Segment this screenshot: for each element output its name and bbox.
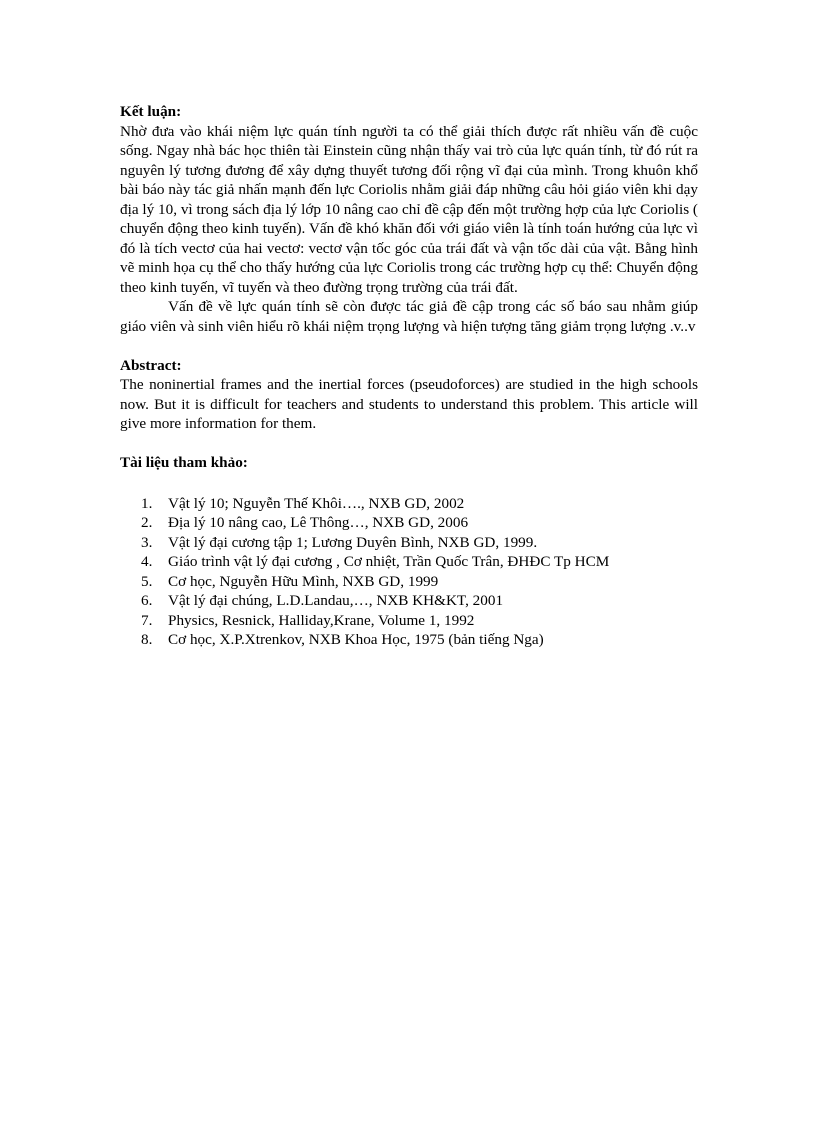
reference-item xyxy=(120,533,698,553)
reference-text: Physics, Resnick, Halliday,Krane, Volume 1, 1992 xyxy=(168,611,475,629)
abstract-text: The noninertial frames and the inertial forces (pseudoforces) are studied in the high schools now. But it is difficult for teachers and students to understand this problem. This article will give more information for them. xyxy=(120,376,698,432)
reference-item xyxy=(120,494,698,514)
reference-item xyxy=(120,552,698,572)
reference-text: Giáo trình vật lý đại cương , Cơ nhiệt, Trần Quốc Trân, ĐHĐC Tp HCM xyxy=(168,553,610,570)
conclusion-paragraph-2: Vấn đề về lực quán tính sẽ còn được tác giả đề cập trong các số báo sau nhằm giúp giáo viên và sinh viên hiểu rõ khái niệm trọng lượng và hiện tượng tăng giảm trọng lượng .v..v xyxy=(120,298,698,335)
reference-number: 2. xyxy=(141,514,153,531)
reference-text: Vật lý 10; Nguyễn Thế Khôi…., NXB GD, 2002 xyxy=(168,494,465,512)
references-list xyxy=(120,494,698,650)
reference-text: Cơ học, Nguyễn Hữu Mình, NXB GD, 1999 xyxy=(168,572,439,590)
document-page xyxy=(120,102,698,650)
abstract-heading: Abstract: xyxy=(120,356,182,374)
reference-number: 7. xyxy=(141,611,153,629)
reference-number: 6. xyxy=(141,592,153,609)
reference-text: Vật lý đại chúng, L.D.Landau,…, NXB KH&KT, 2001 xyxy=(168,592,504,609)
reference-item xyxy=(120,630,698,650)
conclusion-heading: Kết luận: xyxy=(120,103,182,120)
reference-text: Vật lý đại cương tập 1; Lương Duyên Bình, NXB GD, 1999. xyxy=(168,533,538,551)
conclusion-paragraph-1: Nhờ đưa vào khái niệm lực quán tính người ta có thể giải thích được rất nhiều vấn đề cuộc sống. Ngay nhà bác học thiên tài Einstein cũng nhận thấy vai trò của lực quán tính, từ đó rút ra nguyên lý tương đương để xây dựng thuyết tương đối rộng vĩ đại của mình. Trong khuôn khổ bài báo này tác giả nhấn mạnh đến lực Coriolis nhằm giải đáp những câu hỏi giáo viên khi dạy địa lý 10, vì trong sách địa lý lớp 10 nâng cao chỉ đề cập đến một trường hợp của lực Coriolis ( chuyển động theo kinh tuyến). Vấn đề khó khăn đối với giáo viên là tính toán hướng của lực vì đó là tích vectơ của hai vectơ: vectơ vận tốc góc của trái đất và vận tốc dài của vật. Bằng hình vẽ minh họa cụ thể cho thấy hướng của lực Coriolis trong các trường hợp cụ thể: Chuyển động theo kinh tuyến, vĩ tuyến và theo đường trọng trường của trái đất. xyxy=(120,122,698,296)
reference-number: 5. xyxy=(141,572,153,590)
references-heading: Tài liệu tham khảo: xyxy=(120,454,248,471)
references-section xyxy=(120,453,698,650)
reference-item xyxy=(120,591,698,611)
conclusion-section xyxy=(120,102,698,336)
reference-item xyxy=(120,572,698,592)
reference-text: Cơ học, X.P.Xtrenkov, NXB Khoa Học, 1975 (bản tiếng Nga) xyxy=(168,631,544,648)
reference-item xyxy=(120,611,698,631)
reference-number: 1. xyxy=(141,494,153,512)
reference-text: Địa lý 10 nâng cao, Lê Thông…, NXB GD, 2006 xyxy=(168,514,469,531)
reference-number: 4. xyxy=(141,553,153,570)
reference-number: 3. xyxy=(141,533,153,551)
reference-item xyxy=(120,513,698,533)
reference-number: 8. xyxy=(141,631,153,648)
abstract-section xyxy=(120,356,698,434)
